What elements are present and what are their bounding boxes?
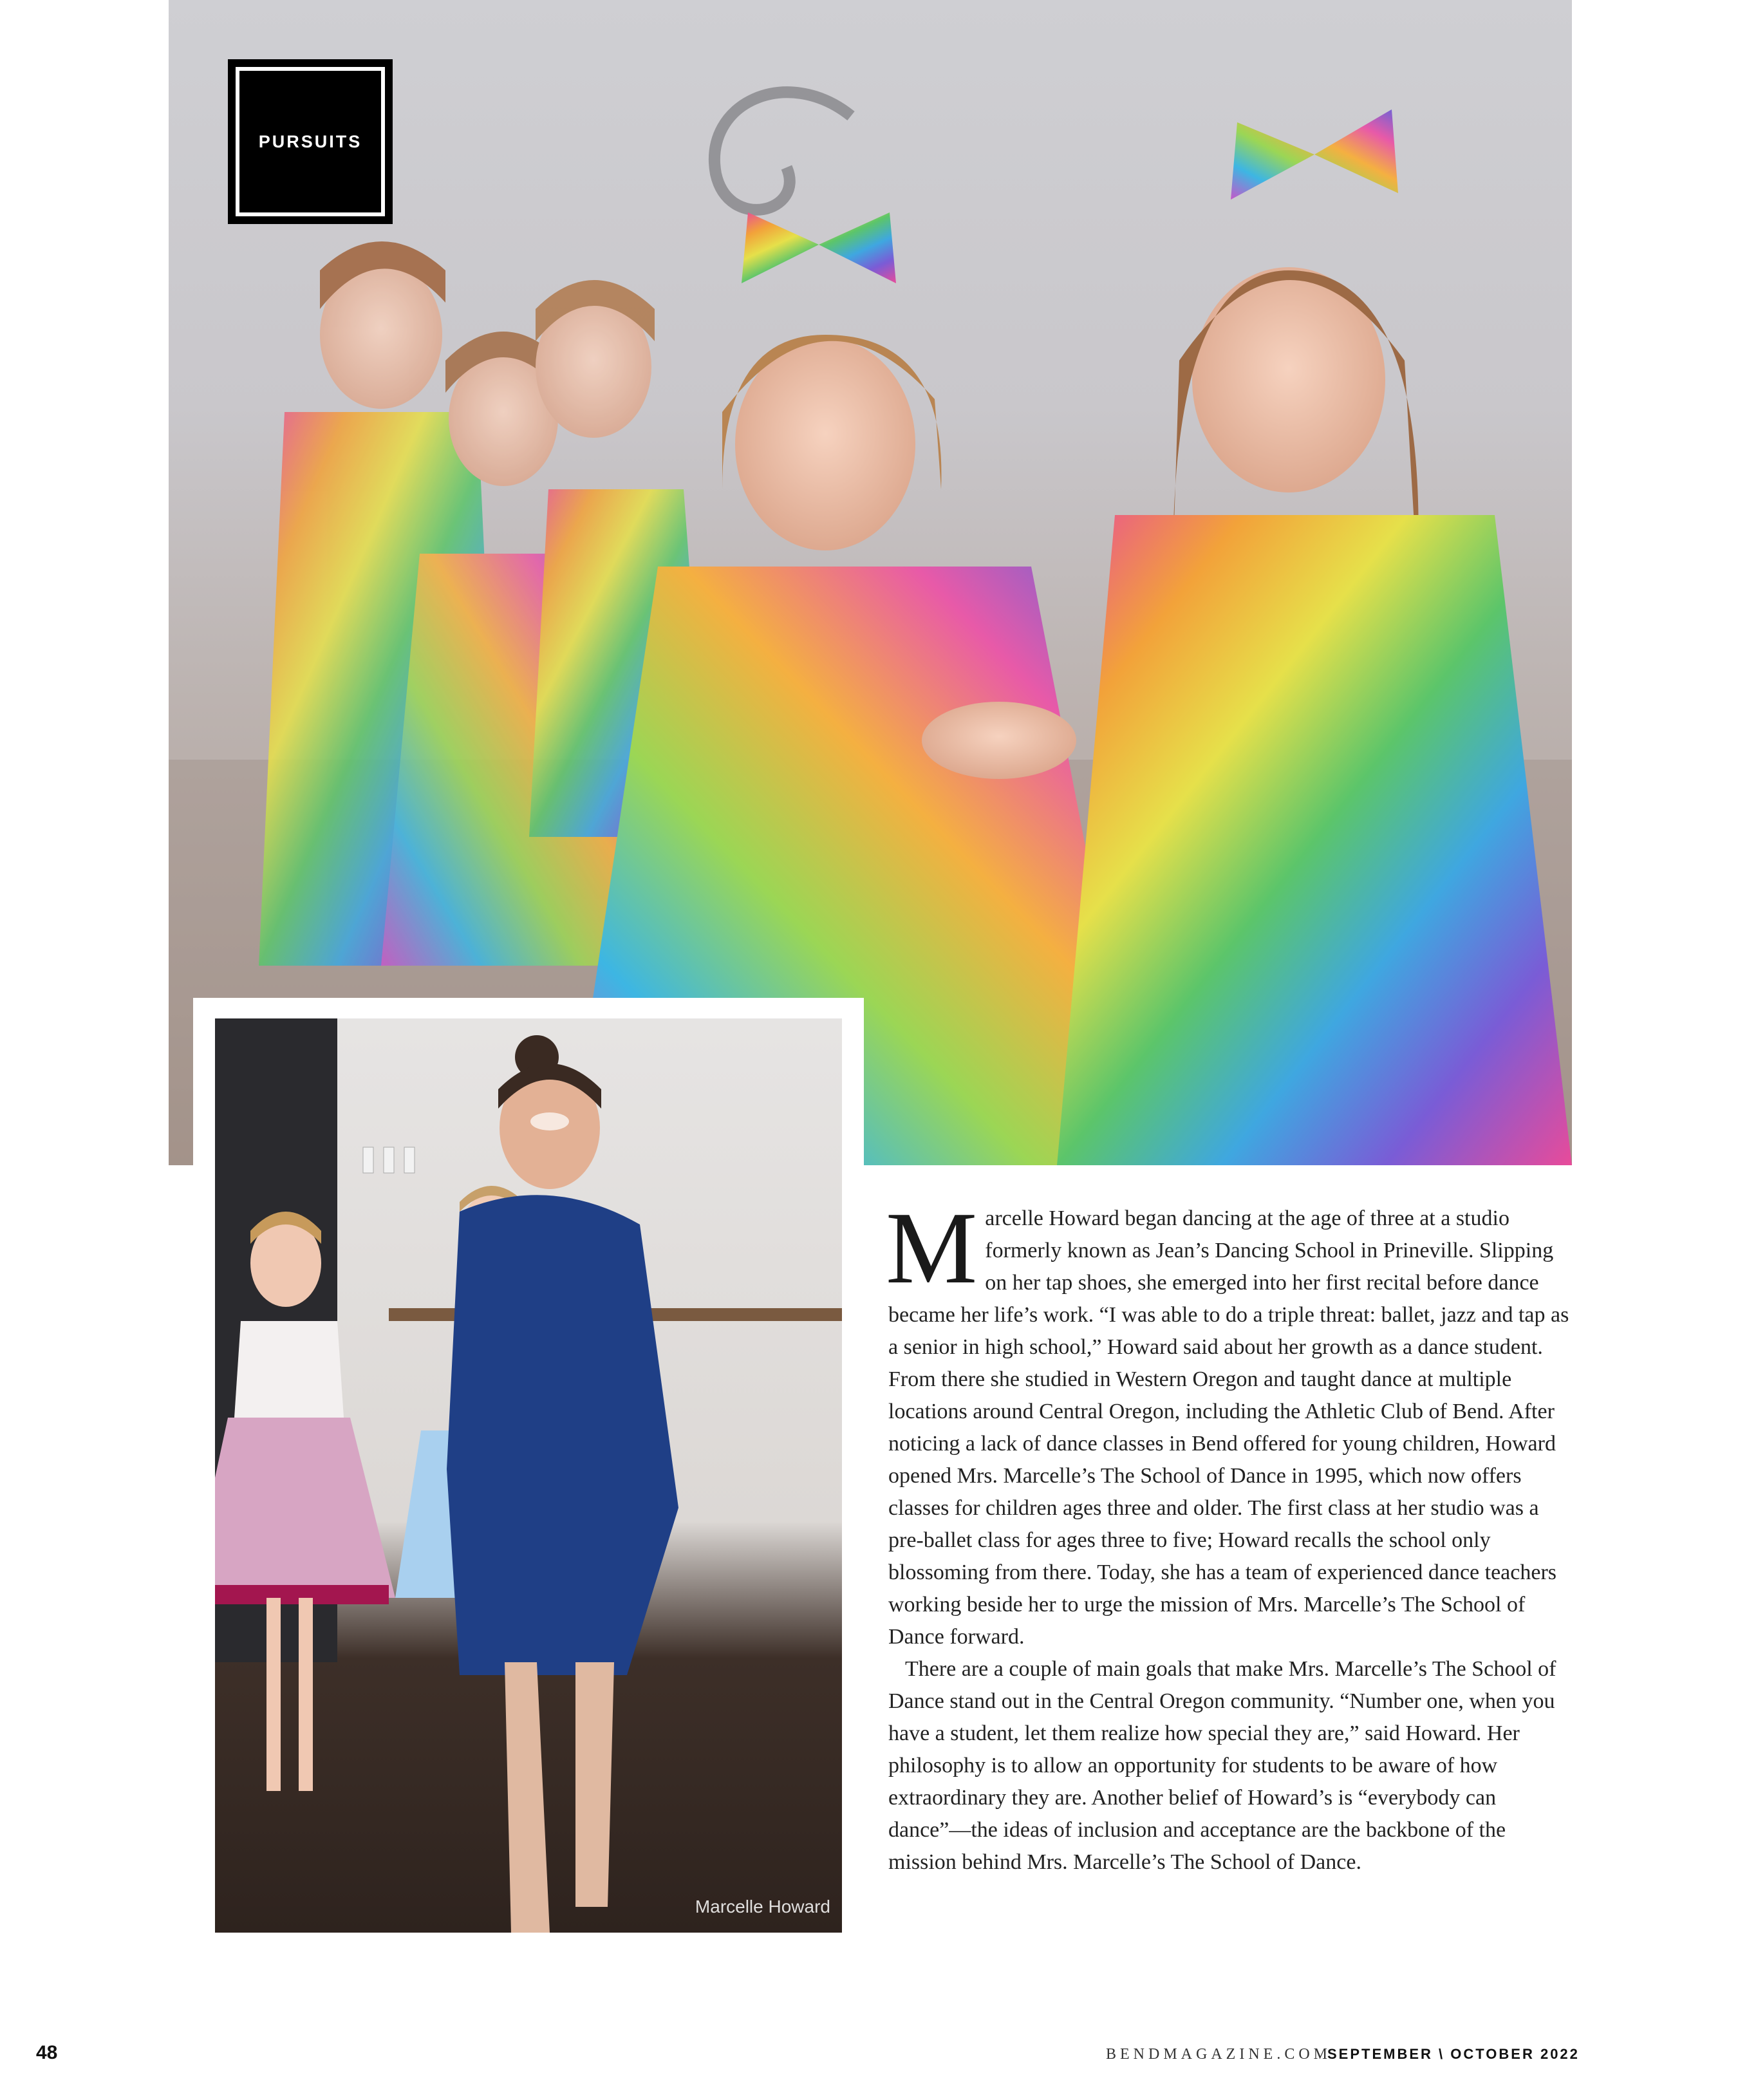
article-paragraph-2: There are a couple of main goals that make Mrs. Marcelle’s The School of Dance stand out in the Central Oregon community. “Number one, when you have a student, let them realize how special they are,” said Howard. Her philosophy is to allow an opportunity for students to be aware of how extraordinary they are. Another belief of Howard’s is “everybody can dance”—the ideas of inclusion and acceptance are the backbone of the mission behind Mrs. Marcelle’s The School of Dance.: [888, 1657, 1556, 1874]
section-badge: [228, 59, 393, 224]
article-paragraph-1: [886, 1190, 1574, 1653]
inset-photo: [215, 1018, 842, 1933]
photo-caption: Marcelle Howard: [695, 1897, 830, 1917]
hero-photo: [169, 0, 1572, 1165]
footer-issue: SEPTEMBER \ OCTOBER 2022: [1327, 2046, 1580, 2062]
inset-photo-illustration: [215, 1018, 842, 1933]
article-paragraph-1-text: arcelle Howard began dancing at the age of three at a studio formerly known as Jean’s Dancing School in Prineville. Slipping on her tap shoes, she emerged into her first recital before dance became her life’s work. “I was able to do a triple threat: ballet, jazz and tap as a senior in high school,” Howard said about her growth as a dance student. From there she studied in Western Oregon and taught dance at multiple locations around Central Oregon, including the Athletic Club of Bend. After noticing a lack of dance classes in Bend offered for young children, Howard opened Mrs. Marcelle’s The School of Dance in 1995, which now offers classes for children ages three and older. The first class at her studio was a pre-ballet class for ages three to five; Howard recalls the school only blossoming from there. Today, she has a team of experienced dance teachers working beside her to urge the mission of Mrs. Marcelle’s The School of Dance forward.: [888, 1206, 1569, 1649]
section-label: PURSUITS: [258, 131, 362, 151]
article-body: [886, 1190, 1574, 1879]
page-number: 48: [36, 2042, 58, 2063]
drop-cap: M: [886, 1190, 978, 1305]
footer-site: BENDMAGAZINE.COM: [1106, 2046, 1331, 2063]
